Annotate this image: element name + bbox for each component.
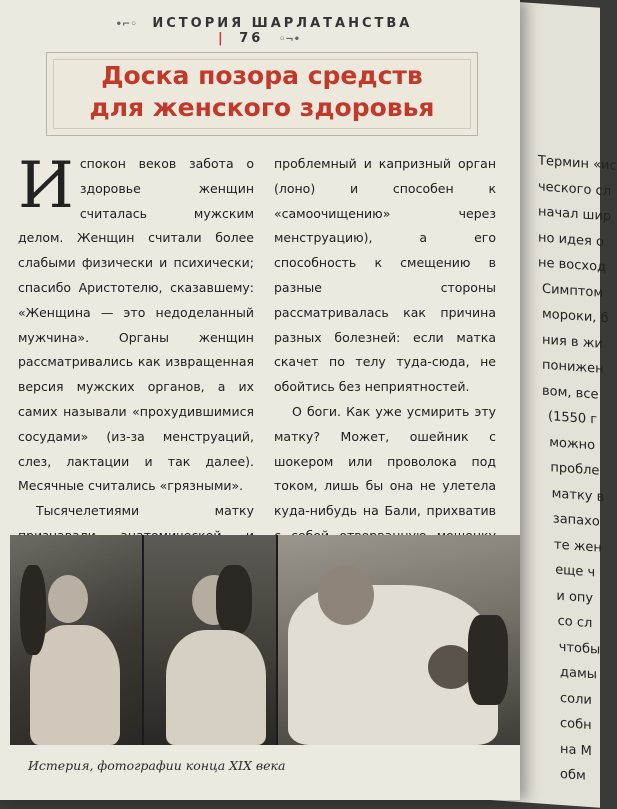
facing-page-line: можно — [549, 434, 596, 453]
facing-page-line: со сл — [557, 613, 593, 632]
photo-hysteria-1 — [10, 535, 142, 745]
facing-page-line: Симптом — [542, 281, 604, 301]
facing-page-line: дамы — [560, 664, 598, 683]
facing-page-line: соли — [560, 690, 592, 708]
facing-page-line: понижен — [542, 357, 604, 377]
photo-hysteria-2 — [144, 535, 276, 745]
title-frame — [46, 52, 478, 136]
article-title-line2: для женского здоровья — [89, 93, 435, 122]
ornament-left-icon: •⌐◦ — [115, 19, 137, 30]
facing-page-line: чтобы — [558, 639, 601, 658]
ornament-right-icon: ◦¬• — [278, 34, 301, 45]
facing-page-line: ния в жи — [542, 332, 603, 352]
facing-page-line: матку в — [551, 485, 605, 505]
facing-page-line: Термин «ис — [538, 153, 617, 174]
page-number: 76 — [239, 31, 264, 46]
running-header — [100, 16, 420, 46]
paragraph: проблемный и капризный орган (лоно) и способен к «самоочищению» через менструацию), а его способность к смещению в разные стороны рассматривалась как причина разных болезней: если матка скачет по телу туда-сюда, не обойтись без неприятностей. — [274, 156, 496, 395]
facing-page-line: но идея о — [538, 229, 604, 250]
facing-page-line: не восход — [538, 255, 607, 276]
photo-hysteria-3 — [278, 535, 520, 745]
article-title-line1: Доска позора средств — [101, 61, 423, 90]
running-title: ИСТОРИЯ ШАРЛАТАНСТВА — [152, 16, 413, 31]
facing-page-line: собн — [560, 715, 592, 734]
paragraph — [18, 149, 254, 499]
paragraph: О боги. Как уже усмирить эту матку? Может, ошейник с шокером или проволока под током, лишь бы она не улетела куда-нибудь на Бали, прихватив — [274, 403, 496, 519]
facing-page-line: (1550 г — [548, 409, 598, 428]
paragraph: Тысячелетиями матку — [36, 503, 254, 519]
header-separator: | — [217, 31, 226, 46]
facing-page-line: пробле — [550, 460, 600, 479]
facing-page-line: обм — [560, 766, 586, 784]
paragraph-text: спокон веков забота о здоровье женщин считалась мужским делом. Женщин считали более слабыми физически и психически; спасибо Аристотелю, сказавшему: «Женщина — это недоделанный мужчина». Органы женщин рассматривались как извращенная версия мужских органов, а их самих называли «прохудившимися сосудами» (из-за менструаций, слез, лактации и так далее). Месячные считались «грязными». — [18, 156, 254, 494]
facing-page-line: ческого сл — [538, 178, 612, 199]
facing-page-line: начал шир — [538, 204, 612, 225]
facing-page-line: на М — [560, 741, 592, 759]
drop-cap: И — [18, 149, 74, 223]
facing-page-line: те жен — [554, 536, 602, 556]
facing-page-line: и опу — [556, 588, 594, 606]
facing-page-line: запахо — [552, 511, 600, 530]
photo-strip — [10, 535, 520, 745]
facing-page-line: мороки, б — [542, 306, 609, 327]
photo-caption: Истерия, фотографии конца XIX века — [28, 758, 286, 773]
facing-page-line: вом, все — [542, 383, 599, 403]
facing-page-line: еще ч — [555, 562, 596, 581]
